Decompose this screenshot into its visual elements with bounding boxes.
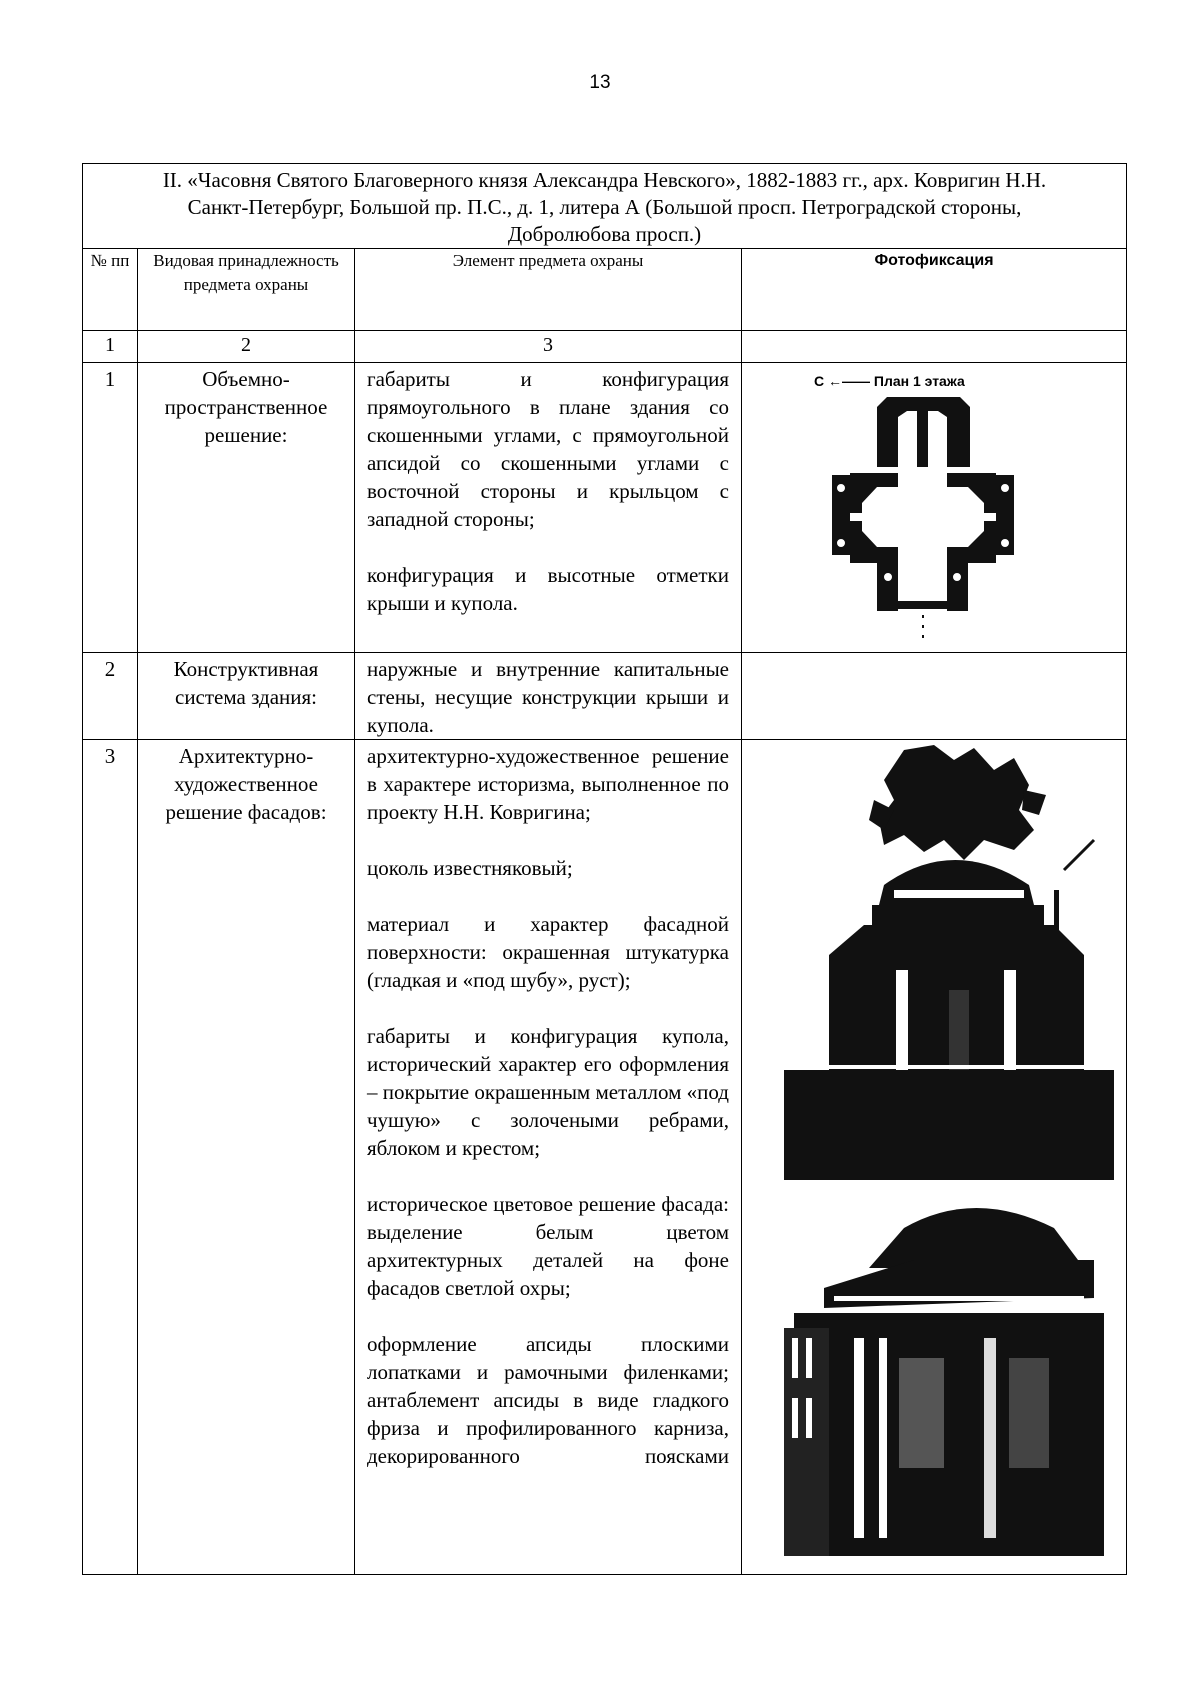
element-paragraph: материал и характер фасадной поверхности: окрашенная штукатурка (гладкая и «под шубу», руст); [367, 912, 729, 992]
row-photo [742, 363, 1127, 653]
header-num: № пп [83, 249, 138, 331]
row-num: 3 [83, 740, 138, 1575]
column-number-4 [742, 331, 1127, 363]
element-paragraph: наружные и внутренние капитальные стены, несущие конструкции крыши и купола. [367, 657, 729, 737]
column-numbers-row [83, 331, 1127, 363]
row-type: Конструктивная система здания: [138, 653, 355, 740]
row-type: Архитектурно-художественное решение фасадов: [138, 740, 355, 1575]
column-number-2: 2 [138, 331, 355, 363]
row-num: 2 [83, 653, 138, 740]
row-element [355, 653, 742, 740]
object-title-line-2: Санкт-Петербург, Большой пр. П.С., д. 1, литера А (Большой просп. Петроградской стороны, [187, 195, 1022, 219]
column-number-1: 1 [83, 331, 138, 363]
header-element: Элемент предмета охраны [355, 249, 742, 331]
object-title [83, 164, 1127, 249]
chapel-photo-1 [784, 740, 1114, 1180]
element-paragraph: цоколь известняковый; [367, 856, 573, 880]
object-title-line-1: II. «Часовня Святого Благоверного князя Александра Невского», 1882-1883 гг., арх. Ковригин Н.Н. [162, 168, 1047, 192]
row-photo [742, 740, 1127, 1575]
element-paragraph: габариты и конфигурация прямоугольного в плане здания со скошенными углами, с прямоугольной апсидой со скошенными углами с восточной стороны и крыльцом с западной стороны; [367, 367, 729, 531]
row-type: Объемно-пространственное решение: [138, 363, 355, 653]
table-row [83, 740, 1127, 1575]
table-header-row [83, 249, 1127, 331]
floor-plan [742, 363, 1126, 650]
column-number-3: 3 [355, 331, 742, 363]
row-element [355, 363, 742, 653]
table-title-row [83, 164, 1127, 249]
row-photo [742, 653, 1127, 740]
page-number: 13 [589, 72, 611, 93]
protection-items-table [82, 163, 1127, 1575]
element-paragraph: габариты и конфигурация купола, исторический характер его оформления – покрытие окрашенным металлом «под чушую» с золочеными ребрами, яблоком и крестом; [367, 1024, 729, 1160]
row-element [355, 740, 742, 1575]
element-paragraph: оформление апсиды плоскими лопатками и рамочными филенками; антаблемент апсиды в виде гладкого фриза и профилированного карниза, декорированного поясками [367, 1332, 729, 1468]
header-type: Видовая принадлежность предмета охраны [138, 249, 355, 331]
table-row [83, 363, 1127, 653]
floor-plan-label: С ←—— План 1 этажа [814, 373, 965, 389]
chapel-photo-2 [784, 1188, 1114, 1556]
header-photo: Фотофиксация [742, 249, 1127, 331]
chapel-photo-2-image [784, 1188, 1114, 1556]
floor-plan-drawing [742, 363, 1127, 650]
table-row [83, 653, 1127, 740]
object-title-line-3: Добролюбова просп.) [507, 222, 702, 246]
element-paragraph: конфигурация и высотные отметки крыши и купола. [367, 563, 729, 615]
element-paragraph: архитектурно-художественное решение в характере историзма, выполненное по проекту Н.Н. Ковригина; [367, 744, 729, 824]
row-num: 1 [83, 363, 138, 653]
element-paragraph: историческое цветовое решение фасада: выделение белым цветом архитектурных деталей на фоне фасадов светлой охры; [367, 1192, 729, 1300]
chapel-photo-1-image [784, 740, 1114, 1180]
